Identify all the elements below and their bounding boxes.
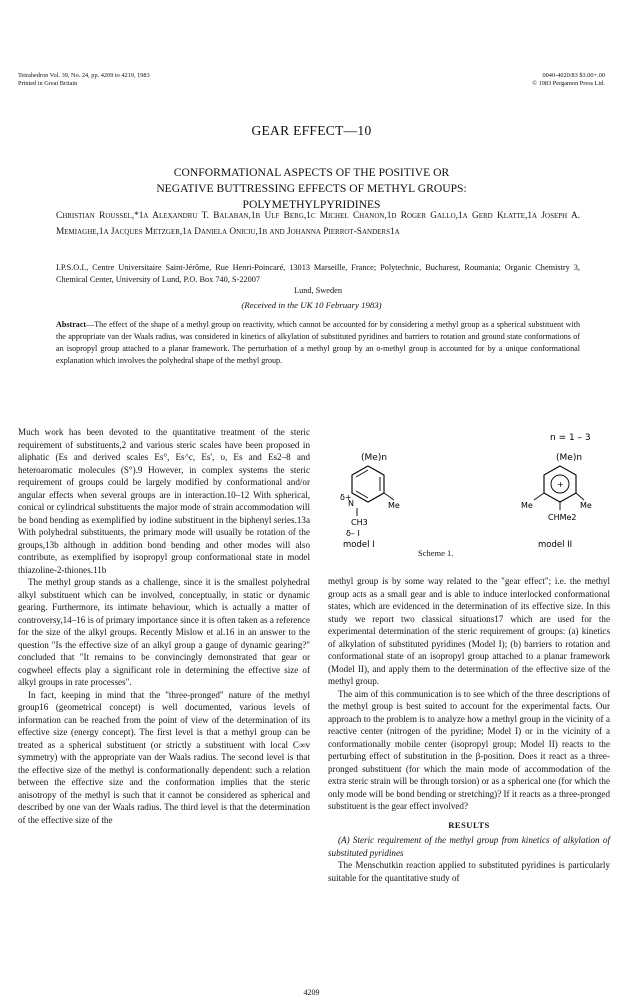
body-paragraph: The Menschutkin reaction applied to substituted pyridines is particularly suitable for the quantitative study of bbox=[328, 860, 610, 883]
body-paragraph: Much work has been devoted to the quantitative treatment of the steric requirement of substituents,2 and various steric scales have been proposed in aliphatic (Es and derived scales Es°, Es^c, Es', υ, Es and Es2–8 and heteroaromatic molecules (S°).9 However, in complex systems the steric requirement of groups could be largely modified by conformational and/or angular effects when several groups are in interaction.10–12 With spherical, conical or cylindrical substituents the major mode of strain accommodation will be bond bending as exemplified by iodine substituent in the biphenyl series.13a With polyhedral substituents, the primary mode will usually be rotation of the groups,13b although in addition bond bending and other modes will also contribute, as exemplified by isopropyl group conformational state in model thiazoline-2-thiones.11b bbox=[18, 427, 310, 575]
model-one-label: model I bbox=[343, 540, 375, 548]
affiliation-text: I.P.S.O.I., Centre Universitaire Saint-Jérôme, Rue Henri-Poincaré, 13013 Marseille, France; Polytechnic, Bucharest, Roumania; Organic Chemistry 3, Chemical Center, University of Lund, P.O. Box 740, S-22007 bbox=[56, 263, 580, 284]
paper-title bbox=[0, 165, 623, 213]
methyl-bond bbox=[384, 493, 394, 500]
delta-plus: δ+ bbox=[340, 493, 352, 502]
scheme-caption: Scheme 1. bbox=[418, 548, 454, 558]
body-paragraph: In fact, keeping in mind that the "three-pronged" nature of the methyl group16 (geometrical concept) is well documented, various levels of information can be reached from the point of view of the determination of its effective size (energy concept). The first level is that a methyl group can be treated as a spherical substituent (or strictly a substituent with local C∞v symmetry) with the appropriate van der Waals radius. The second level is that the effective size of the methyl is conformationally dependent: such a relation between the effective size and the conformation implies that the steric anisotropy of the methyl is such that it cannot be considered as spherical and described by one van der Waals radius. The third level is that the determination of the effective size of the bbox=[18, 689, 310, 825]
journal-copyright bbox=[532, 72, 605, 88]
results-heading: RESULTS bbox=[448, 819, 490, 830]
body-paragraph: methyl group is by some way related to the "gear effect"; i.e. the methyl group acts as a small gear and is able to induce interlocked conformational states, which are evidenced in the determination of its effective size. In this study we report two classical situations17 which are used for the experimental determination of the steric requirement of groups: (a) kinetics of alkylation of substituted pyridines (Model I); (b) barriers to rotation and conformational state of an isopropyl group attached to a planar framework (Model II), and apply them to the determination of the effective size of the methyl group. bbox=[328, 576, 610, 686]
price-code: 0040-4020/83 $3.00+.00 bbox=[542, 72, 605, 79]
model-two-structure bbox=[521, 453, 592, 548]
isopropyl-group: CHMe2 bbox=[548, 513, 577, 522]
paper-title-line: NEGATIVE BUTTRESSING EFFECTS OF METHYL GROUPS: bbox=[156, 182, 467, 195]
body-paragraph: The aim of this communication is to see which of the three descriptions of the methyl group is best suited to account for the experimental facts. Our approach to the problem is to analyze how a methyl group in the vicinity of a reactive center (nitrogen of the pyridine; Model I) or in the vicinity of a conformationally mobile center (isopropyl group; Model II) reacts to the perturbing effect of substitution in the β-position. Does it react as a three-pronged substituent (for which the main mode of accommodation of the extra steric strain will be through torsion) or as a spherical one (for which the only mode will be bond bending or stretching)? If it reacts as a three-pronged substituent is the gear effect involved? bbox=[328, 688, 610, 811]
affiliation-city: Lund, Sweden bbox=[294, 286, 342, 295]
model-two-substituent: (Me)n bbox=[556, 453, 583, 463]
n-methyl: CH3 bbox=[351, 518, 368, 527]
journal-citation bbox=[18, 72, 150, 88]
model-one-structure bbox=[340, 453, 400, 548]
abstract-label: Abstract bbox=[56, 320, 87, 329]
delta-minus: δ– I bbox=[346, 529, 360, 538]
received-date: (Received in the UK 10 February 1983) bbox=[241, 300, 382, 310]
copyright-line: © 1983 Pergamon Press Ltd. bbox=[532, 80, 605, 87]
abstract bbox=[56, 319, 580, 367]
body-paragraph: The methyl group stands as a challenge, since it is the smallest polyhedral alkyl substituent which can be involved, conceptually, in static or dynamic gearing. Furthermore, its intimate behaviour, which is actually a matter of controversy,14–16 is of primary importance since it is often taken as a reference for the size of the alkyl groups. Recently Mislow et al.16 in an answer to the question "Is the effective size of an alkyl group a gauge of dynamic gearing?" concluded that "It remains to be convincingly demonstrated that gear or cogwheel effects play a significant role in determining the effective size of alkyl groups in rate processes". bbox=[18, 577, 310, 687]
abstract-text: —The effect of the shape of a methyl group on reactivity, which cannot be accounted for by considering a methyl group as a spherical substituent with the appropriate van der Waals radius, was considered in kinetics of alkylation of substituted pyridines and barriers to rotation and ground state conformations of an isopropyl group attached to a planar framework. The perturbation of a methyl group by an o-methyl group is accounted for by a unique conformational explanation which involves the polyhedral shape of the methyl group. bbox=[56, 320, 580, 365]
model-two-methyl-left: Me bbox=[521, 501, 533, 510]
model-one-methyl: Me bbox=[388, 501, 400, 510]
scheme-n-label: n = 1 – 3 bbox=[550, 433, 591, 443]
model-one-substituent: (Me)n bbox=[361, 453, 388, 463]
methyl-bond bbox=[576, 493, 584, 500]
nitrogen-atom: N bbox=[348, 499, 354, 508]
scheme-figure bbox=[328, 428, 610, 548]
pyridine-ring bbox=[352, 466, 384, 502]
paper-title-line: POLYMETHYLPYRIDINES bbox=[242, 198, 381, 211]
ring-charge: + bbox=[557, 480, 564, 489]
section-heading: (A) Steric requirement of the methyl group from kinetics of alkylation of substituted pyridines bbox=[328, 835, 610, 858]
journal-line: Tetrahedron Vol. 39, No. 24, pp. 4209 to 4219, 1983 bbox=[18, 72, 150, 79]
methyl-bond bbox=[534, 493, 544, 500]
series-title: GEAR EFFECT—10 bbox=[251, 123, 372, 138]
paper-title-line: CONFORMATIONAL ASPECTS OF THE POSITIVE OR bbox=[173, 166, 450, 179]
right-column bbox=[328, 575, 610, 884]
model-two-methyl-right: Me bbox=[580, 501, 592, 510]
affiliation bbox=[56, 262, 580, 297]
model-two-label: model II bbox=[538, 540, 573, 548]
author-list: Christian Roussel,*1a Alexandru T. Balaban,1b Ulf Berg,1c Michel Chanon,1d Roger Gallo,1a Gerd Klatte,1a Joseph A. Memiaghe,1a Jacques Metzger,1a Daniela Oniciu,1b and Johanna Pierrot-Sanders1a bbox=[56, 211, 580, 237]
printed-line: Printed in Great Britain bbox=[18, 80, 78, 87]
page-number: 4209 bbox=[303, 988, 320, 997]
left-column bbox=[18, 426, 310, 826]
